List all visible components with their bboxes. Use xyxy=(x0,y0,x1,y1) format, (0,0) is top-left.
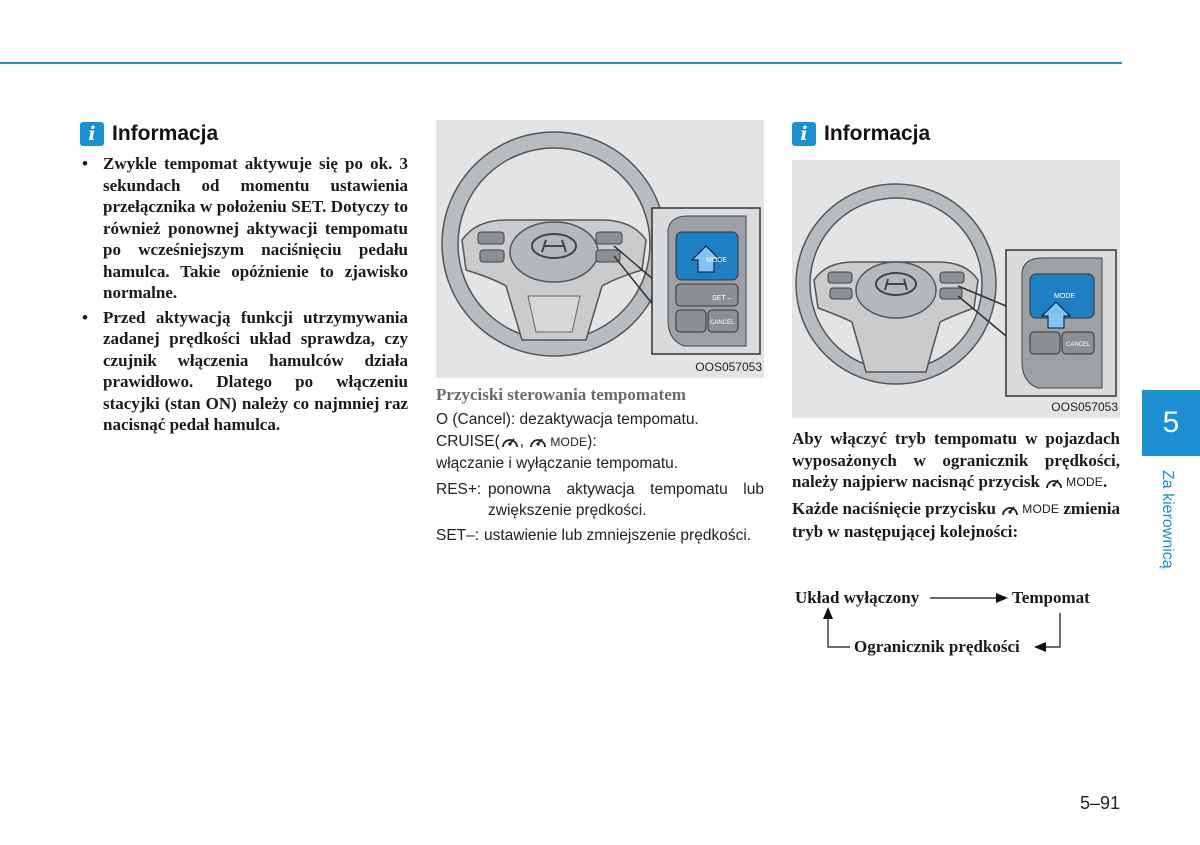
cruise-icon xyxy=(1044,474,1064,492)
diagram-cruise-label: Tempomat xyxy=(1012,588,1090,607)
steering-wheel-illustration xyxy=(436,120,764,378)
mode-para-1-text: Aby włączyć tryb tempomatu w pojazdach wyposażonych w ogranicznik prędkości, należy najpierw nacisnąć przycisk xyxy=(792,429,1120,491)
cruise-icon xyxy=(528,433,548,451)
cruise-suffix: ): xyxy=(587,433,597,451)
cruise-icon xyxy=(1000,501,1020,519)
info-title-right: Informacja xyxy=(824,122,931,145)
inset-mode-label: MODE xyxy=(1054,293,1075,300)
figure-caption: Przyciski sterowania tempomatem xyxy=(436,385,686,404)
info-list-left xyxy=(80,153,408,439)
res-desc: ponowna aktywacja tempomatu lub zwiększenie prędkości. xyxy=(488,481,764,520)
inset-mode-label: MODE xyxy=(706,257,727,264)
cruise-icon xyxy=(500,433,520,451)
inset-cancel-label: CANCEL xyxy=(1066,342,1091,348)
diagram-limiter-label: Ogranicznik prędkości xyxy=(854,637,1020,656)
res-term: RES+: xyxy=(436,481,482,499)
mode-label: MODE xyxy=(550,435,588,449)
info-bullet: • Przed aktywacją funkcji utrzymywania zadanej prędkości układ sprawdza, czy czujnik włączenia hamulców działa prawidłowo. Dlatego po włączeniu stacyjki (stan ON) należy co najmniej raz nacisnąć pedał hamulca. xyxy=(80,307,408,436)
cruise-desc: włączanie i wyłączanie tempomatu. xyxy=(436,455,679,473)
controls-description xyxy=(436,385,764,546)
cruise-mode-icon-group xyxy=(528,431,587,453)
mode-para-1 xyxy=(792,428,1120,494)
diagram-off-label: Układ wyłączony xyxy=(795,588,920,607)
steering-wheel-figure-mode xyxy=(792,160,1120,418)
mode-cycle-diagram xyxy=(790,585,1130,665)
info-heading-left xyxy=(80,122,218,146)
mode-instructions xyxy=(792,428,1120,546)
set-term: SET–: xyxy=(436,527,480,545)
info-bullet: • Zwykle tempomat aktywuje się po ok. 3 sekundach od momentu ustawienia przełącznika w położeniu SET. Dotyczy to również ponownej aktywacji tempomatu po wcześniejszym naciśnięciu pedału hamulca. Takie opóźnienie to zjawisko normalne. xyxy=(80,153,408,304)
header-rule xyxy=(0,62,1122,64)
chapter-number-tab: 5 xyxy=(1142,390,1200,456)
info-heading-right xyxy=(792,122,930,146)
info-title-left: Informacja xyxy=(112,122,219,145)
set-definition xyxy=(436,525,764,546)
steering-wheel-illustration xyxy=(792,160,1120,418)
cruise-prefix: CRUISE( xyxy=(436,433,500,451)
figure-code: OOS057053 xyxy=(1051,400,1118,414)
figure-code: OOS057053 xyxy=(695,360,762,374)
info-icon: i xyxy=(80,122,104,146)
chapter-title: Za kierownicą xyxy=(1159,470,1176,569)
steering-wheel-figure xyxy=(436,120,764,378)
cancel-line: O (Cancel): dezaktywacja tempomatu. xyxy=(436,411,699,428)
res-definition xyxy=(436,479,764,521)
mode-button-ref xyxy=(1000,499,1059,521)
mode-label: MODE xyxy=(1066,475,1103,490)
mode-para-2-end: zmienia tryb w następującej kolejności: xyxy=(792,498,1121,541)
mode-label: MODE xyxy=(1022,502,1060,517)
mode-para-2 xyxy=(792,498,1120,542)
page-number: 5–91 xyxy=(1080,793,1121,813)
mode-para-2-start: Każde naciśnięcie przycisku xyxy=(792,498,997,518)
inset-cancel-label: CANCEL xyxy=(710,320,735,326)
mode-button-ref xyxy=(1044,472,1103,494)
cruise-sep: , xyxy=(519,433,525,451)
cruise-line xyxy=(436,431,764,453)
info-icon: i xyxy=(792,122,816,146)
mode-para-1-end: . xyxy=(1102,472,1108,491)
inset-set-label: SET – xyxy=(712,295,732,302)
set-desc: ustawienie lub zmniejszenie prędkości. xyxy=(484,527,752,545)
